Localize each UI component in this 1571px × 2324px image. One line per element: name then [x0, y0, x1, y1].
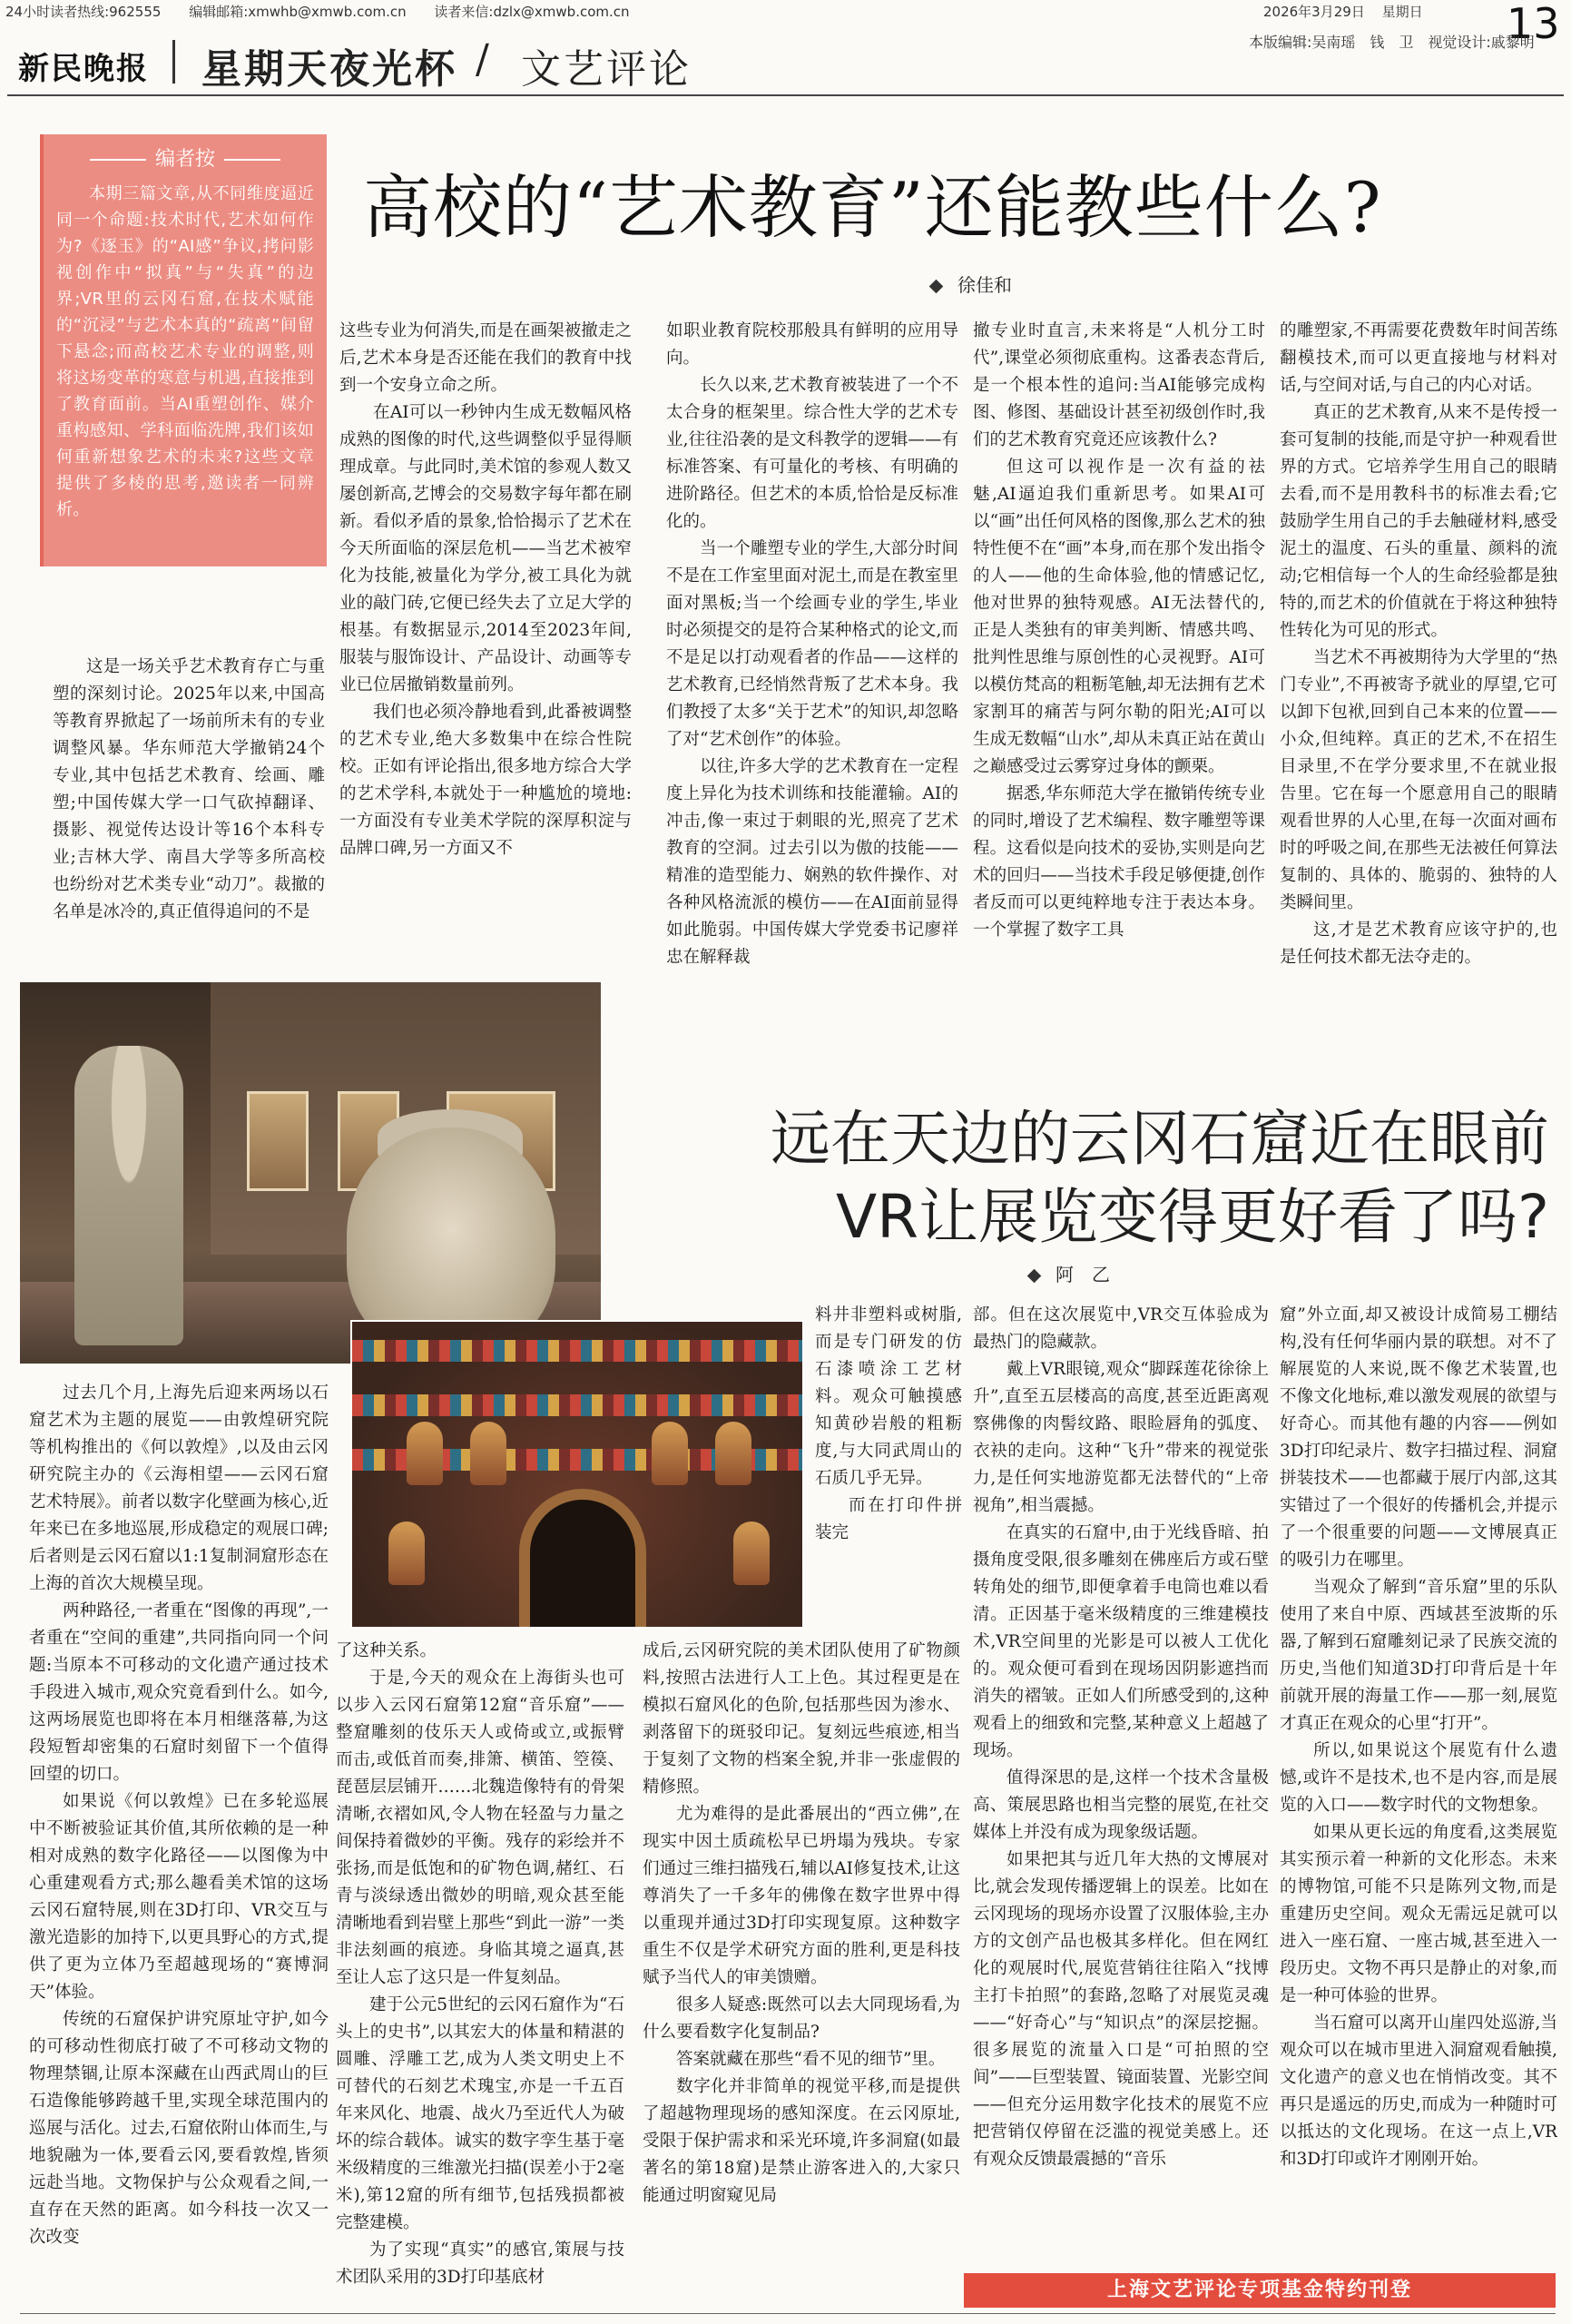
- cave-niche: [530, 1500, 635, 1629]
- paragraph: 为了实现“真实”的感官,策展与技术团队采用的3D打印基底材: [336, 2240, 624, 2287]
- paragraph: 这,才是艺术教育应该守护的,也是任何技术都无法夺走的。: [1280, 921, 1557, 967]
- reader-hotline: 24小时读者热线:962555: [5, 4, 162, 20]
- section-title: 星期天夜光杯: [201, 46, 457, 93]
- paragraph: 如职业教育院校那般具有鲜明的应用导向。: [666, 321, 958, 368]
- paragraph: 当一个雕塑专业的学生,大部分时间不是在工作室里面对泥土,而是在教室里面对黑板;当一个绘画专业的学生,毕业时必须提交的是符合某种格式的论文,而不是足以打动观看者的作品——这样的艺术教育,已经悄然背叛了艺术本身。我们教授了太多“关于艺术”的知识,却忽略了对“艺术创作”的体验。: [666, 539, 958, 749]
- article2-headline-line2: VR让展览变得更好看了吗?: [835, 1182, 1549, 1252]
- article2-column-5: [1280, 1302, 1557, 2266]
- paragraph: 据悉,华东师范大学在撤销传统专业的同时,增设了艺术编程、数字雕塑等课程。这看似是向技术的妥协,实则是向艺术的回归——当技术手段足够便捷,创作者反而可以更纯粹地专注于表达本身。一个掌握了数字工具: [973, 784, 1265, 940]
- paragraph: 当石窟可以离开山崖四处巡游,当观众可以在城市里进入洞窟观看触摸,文化遗产的意义也在悄悄改变。其不再只是遥远的历史,而成为一种随时可以抵达的文化现场。在这一点上,VR和3D打印或许才刚刚开始。: [1280, 2014, 1557, 2169]
- article2-column-2-top: [815, 1302, 962, 1629]
- article2-headline-line1: 远在天边的云冈石窟近在眼前: [771, 1104, 1549, 1174]
- header-rule: [7, 94, 1564, 96]
- page-number: 13: [1507, 0, 1560, 48]
- byline-diamond-icon: [929, 280, 944, 294]
- paragraph: 值得深思的是,这样一个技术含量极高、策展思路也相当完整的展览,在社交媒体上并没有成为现象级话题。: [973, 1768, 1269, 1842]
- article2-column-4: [973, 1302, 1269, 2315]
- paragraph: 戴上VR眼镜,观众“脚踩莲花徐徐上升”,直至五层楼高的高度,甚至近距离观察佛像的肉髻纹路、眼睑唇角的弧度、衣袂的走向。这种“飞升”带来的视觉张力,是任何实地游览都无法替代的“上帝视角”,相当震撼。: [973, 1360, 1269, 1515]
- paragraph: 建于公元5世纪的云冈石窟作为“石头上的史书”,以其宏大的体量和精湛的圆雕、浮雕工艺,成为人类文明史上不可替代的石刻艺术瑰宝,亦是一千五百年来风化、地震、战火乃至近代人为破坏的综合载体。诚实的数字孪生基于毫米级精度的三维激光扫描(误差小于2毫米),第12窟的所有细节,包括残损都被完整建模。: [336, 1995, 624, 2232]
- article2-byline: [1029, 1260, 1110, 1286]
- editor-note-box: [40, 134, 327, 566]
- top-info-strip: [0, 0, 1571, 20]
- article1-column-5: [1280, 318, 1557, 1035]
- article1-column-1: [53, 654, 325, 957]
- article2-headline: [771, 1100, 1549, 1256]
- paragraph: 很多人疑惑:既然可以去大同现场看,为什么要看数字化复制品?: [643, 1995, 960, 2042]
- paragraph: 料井非塑料或树脂,而是专门研发的仿石漆喷涂工艺材料。观众可触摸感知黄砂岩般的粗粝度,与大同武周山的石质几乎无异。: [815, 1305, 962, 1488]
- paragraph: 真正的艺术教育,从来不是传授一套可复制的技能,而是守护一种观看世界的方式。它培养学生用自己的眼睛去看,而不是用教科书的标准去看;它鼓励学生用自己的手去触碰材料,感受泥土的温度、石头的重量、颜料的流动;它相信每一个人的生命经验都是独特的,而艺术的价值就在于将这种独特性转化为可见的形式。: [1280, 403, 1557, 640]
- column-title: 文艺评论: [521, 46, 692, 93]
- article1-headline: 高校的“艺术教育”还能教些什么?: [363, 167, 1382, 248]
- article2-column-2: [336, 1638, 624, 2315]
- reader-email: 读者来信:dzlx@xmwb.com.cn: [434, 4, 630, 20]
- paragraph: 所以,如果说这个展览有什么遗憾,或许不是技术,也不是内容,而是展览的入口——数字时代的文物想象。: [1280, 1741, 1557, 1815]
- editor-credits: 本版编辑:吴南瑶 钱 卫 视觉设计:戚黎明: [1249, 34, 1535, 51]
- section-slash: /: [476, 36, 489, 83]
- paragraph: 答案就藏在那些“看不见的细节”里。: [676, 2050, 946, 2069]
- paragraph: 在真实的石窟中,由于光线昏暗、拍摄角度受限,很多雕刻在佛座后方或石壁转角处的细节,即便拿着手电筒也难以看清。正因基于毫米级精度的三维建模技术,VR空间里的光影是可以被人工优化的。观众便可看到在现场因阴影遮挡而消失的褶皱。正如人们所感受到的,这种观看上的细致和完整,某种意义上超越了现场。: [973, 1523, 1269, 1760]
- paragraph: 过去几个月,上海先后迎来两场以石窟艺术为主题的展览——由敦煌研究院等机构推出的《何以敦煌》,以及由云冈研究院主办的《云海相望——云冈石窟艺术特展》。前者以数字化壁画为核心,近年来已在多地巡展,形成稳定的观展口碑;后者则是云冈石窟以1:1复制洞窟形态在上海的首次大规模呈现。: [29, 1384, 329, 1593]
- paragraph: 当艺术不再被期待为大学里的“热门专业”,不再被寄予就业的厚望,它可以卸下包袱,回到自己本来的位置——小众,但纯粹。真正的艺术,不在招生目录里,不在学分要求里,不在就业报告里。它在每一个愿意用自己的眼睛观看世界的人心里,在每一次面对画布时的呼吸之间,在那些无法被任何算法复制的、具体的、脆弱的、独特的人类瞬间里。: [1280, 648, 1557, 912]
- newspaper-logo: 新民晚报: [18, 51, 149, 87]
- paragraph: 窟”外立面,却又被设计成简易工棚结构,没有任何华丽内景的联想。对不了解展览的人来说,既不像艺术装置,也不像文化地标,难以激发观展的欲望与好奇心。而其他有趣的内容——例如3D打印纪录片、数字扫描过程、洞窟拼装技术——也都藏于展厅内部,这其实错过了一个很好的传播机会,并提示了一个很重要的问题——文博展真正的吸引力在哪里。: [1280, 1305, 1557, 1570]
- masthead-divider: [172, 40, 175, 84]
- paragraph: 在AI可以一秒钟内生成无数幅风格成熟的图像的时代,这些调整似乎显得顺理成章。与此同时,美术馆的参观人数又屡创新高,艺博会的交易数字每年都在刷新。看似矛盾的景象,恰恰揭示了艺术在今天所面临的深层危机——当艺术被窄化为技能,被量化为学分,被工具化为就业的敲门砖,它便已经失去了立足大学的根基。有数据显示,2014至2023年间,服装与服饰设计、产品设计、动画等专业已位居撤销数量前列。: [339, 403, 632, 694]
- paragraph: 于是,今天的观众在上海街头也可以步入云冈石窟第12窟“音乐窟”——整窟雕刻的伎乐天人或倚或立,或振臂而击,或低首而奏,排箫、横笛、箜篌、琵琶层层铺开……北魏造像特有的骨架清晰,衣褶如风,令人物在轻盈与力量之间保持着微妙的平衡。残存的彩绘并不张扬,而是低饱和的矿物色调,赭红、石青与淡绿透出微妙的明暗,观众甚至能清晰地看到岩壁上那些“到此一游”一类非法刻画的痕迹。身临其境之逼真,甚至让人忘了这只是一件复刻品。: [336, 1669, 624, 1987]
- sponsor-banner: 上海文艺评论专项基金特约刊登: [964, 2273, 1556, 2308]
- paragraph: 两种路径,一者重在“图像的再现”,一者重在“空间的重建”,共同指向同一个问题:当原本不可移动的文化遗产通过技术手段进入城市,观众究竟看到什么。如今,这两场展览也即将在本月相继落幕,为这段短暂却密集的石窟时刻留下一个值得回望的切口。: [29, 1601, 329, 1784]
- paragraph: 部。但在这次展览中,VR交互体验成为最热门的隐藏款。: [973, 1305, 1269, 1352]
- article1-column-3: [666, 318, 958, 1008]
- paragraph: 以往,许多大学的艺术教育在一定程度上异化为技术训练和技能灌输。AI的冲击,像一束过于刺眼的光,照亮了艺术教育的空洞。过去引以为傲的技能——精准的造型能力、娴熟的软件操作、对各种风格流派的模仿——在AI面前显得如此脆弱。中国传媒大学党委书记廖祥忠在解释裁: [666, 757, 958, 967]
- paragraph: 成后,云冈研究院的美术团队使用了矿物颜料,按照古法进行人工上色。其过程更是在模拟石窟风化的色阶,包括那些因为渗水、剥落留下的斑驳印记。复刻远些痕迹,相当于复刻了文物的档案全貌,并非一张虚假的精修照。: [643, 1641, 960, 1797]
- article1-byline: [931, 271, 1012, 297]
- cave-interior-photo: [350, 1320, 804, 1629]
- paragraph: 如果把其与近几年大热的文博展对比,就会发现传播逻辑上的误差。比如在云冈现场的现场亦设置了汉服体验,主办方的文创产品也极其多样化。但在网红化的观展时代,展览营销往往陷入“找博主打卡拍照”的套路,忽略了对展览灵魂——“好奇心”与“知识点”的深层挖掘。很多展览的流量入口是“可拍照的空间”——巨型装置、镜面装置、光影空间——但充分运用数字化技术的展览不应把营销仅停留在泛滥的视觉美感上。还有观众反馈最震撼的“音乐: [973, 1850, 1269, 2169]
- paragraph: 而在打印件拼装完: [815, 1496, 962, 1542]
- paragraph: 我们也必须冷静地看到,此番被调整的艺术专业,绝大多数集中在综合性院校。正如有评论指出,很多地方综合大学的艺术学科,本就处于一种尴尬的境地:一方面没有专业美术学院的深厚积淀与品牌口碑,另一方面又不: [339, 703, 632, 858]
- paragraph: 如果从更长远的角度看,这类展览其实预示着一种新的文化形态。未来的博物馆,可能不只是陈列文物,而是重建历史空间。观众无需远足就可以进入一座石窟、一座古城,甚至进入一段历史。文物不再只是静止的对象,而是一种可体验的世界。: [1280, 1823, 1557, 2005]
- masthead: [0, 20, 1571, 98]
- editor-note-text: 本期三篇文章,从不同维度逼近同一个命题:技术时代,艺术如何作为?《逐玉》的“AI感”争议,拷问影视创作中“拟真”与“失真”的边界;VR里的云冈石窟,在技术赋能的“沉浸”与艺术本真的“疏离”间留下悬念;而高校艺术专业的调整,则将这场变革的寒意与机遇,直接推到了教育面前。当AI重塑创作、媒介重构感知、学科面临洗牌,我们该如何重新想象艺术的未来?这些文章提供了多棱的思考,邀读者一同辨析。: [56, 184, 314, 519]
- article2-column-1: [29, 1380, 329, 2315]
- issue-weekday: 星期日: [1381, 4, 1423, 20]
- paragraph: 的雕塑家,不再需要花费数年时间苦练翻模技术,而可以更直接地与材料对话,与空间对话,与自己的内心对话。: [1280, 321, 1557, 395]
- paragraph: 尤为难得的是此番展出的“西立佛”,在现实中因土质疏松早已坍塌为残块。专家们通过三维扫描残石,辅以AI修复技术,让这尊消失了一千多年的佛像在数字世界中得以重现并通过3D打印实现复原。这种数字重生不仅是学术研究方面的胜利,更是科技赋予当代人的审美馈赠。: [643, 1805, 960, 1987]
- paragraph: 如果说《何以敦煌》已在多轮巡展中不断被验证其价值,其所依赖的是一种相对成熟的数字化路径——以图像为中心重建观看方式;那么趣看美术馆的这场云冈石窟特展,则在3D打印、VR交互与激光造影的加持下,以更具野心的方式,提供了更为立体乃至超越现场的“赛博洞天”体验。: [29, 1792, 329, 2002]
- article1-author: 徐佳和: [957, 274, 1012, 296]
- paragraph: 传统的石窟保护讲究原址守护,如今的可移动性彻底打破了不可移动文物的物理禁锢,让原本深藏在山西武周山的巨石造像能够跨越千里,实现全球范围内的巡展与活化。过去,石窟依附山体而生,与地貌融为一体,要看云冈,要看敦煌,皆须远赴当地。文物保护与公众观看之间,一直存在天然的距离。如今科技一次又一次改变: [29, 2010, 329, 2247]
- byline-diamond-icon: [1027, 1269, 1042, 1284]
- paragraph: 但这可以视作是一次有益的祛魅,AI逼迫我们重新思考。如果AI可以“画”出任何风格的图像,那么艺术的独特性便不在“画”本身,而在那个发出指令的人——他的生命体验,他的情感记忆,他对世界的独特观感。AI无法替代的,正是人类独有的审美判断、情感共鸣、批判性思维与原创性的心灵视野。AI可以模仿梵高的粗粝笔触,却无法拥有艺术家割耳的痛苦与阿尔勒的阳光;AI可以生成无数幅“山水”,却从未真正站在黄山之巅感受过云雾穿过身体的颤栗。: [973, 458, 1265, 776]
- article1-column-4: [973, 318, 1265, 1035]
- standing-buddha-statue: [74, 1046, 183, 1345]
- footer-rule: [20, 2313, 1556, 2314]
- article2-author: 阿 乙: [1056, 1264, 1110, 1285]
- paragraph: 当观众了解到“音乐窟”里的乐队使用了来自中原、西域甚至波斯的乐器,了解到石窟雕刻记录了民族交流的历史,当他们知道3D打印背后是十年前就开展的海量工作——那一刻,展览才真正在观众的心里“打开”。: [1280, 1578, 1557, 1733]
- museum-exhibit-photo: [20, 982, 601, 1364]
- paragraph: 数字化并非简单的视觉平移,而是提供了超越物理现场的感知深度。在云冈原址,受限于保护需求和采光环境,许多洞窟(如最著名的第18窟)是禁止游客进入的,大家只能通过明窗窥见局: [643, 2077, 960, 2205]
- editor-note-heading: 编者按: [56, 143, 314, 172]
- paragraph: 长久以来,艺术教育被装进了一个不太合身的框架里。综合性大学的艺术专业,往往沿袭的是文科教学的逻辑——有标准答案、有可量化的考核、有明确的进阶路径。但艺术的本质,恰恰是反标准化的。: [666, 376, 958, 531]
- editor-email: 编辑邮箱:xmwhb@xmwb.com.cn: [189, 4, 407, 20]
- article2-column-3: [643, 1638, 960, 2315]
- paragraph: 这些专业为何消失,而是在画架被撤走之后,艺术本身是否还能在我们的教育中找到一个安身立命之所。: [339, 321, 632, 395]
- issue-date: 2026年3月29日: [1263, 4, 1365, 20]
- paragraph: 了这种关系。: [336, 1641, 437, 1660]
- paragraph: 撤专业时直言,未来将是“人机分工时代”,课堂必须彻底重构。这番表态背后,是一个根本性的追问:当AI能够完成构图、修图、基础设计甚至初级创作时,我们的艺术教育究竟还应该教什么?: [973, 321, 1265, 449]
- article1-column-2: [339, 318, 632, 953]
- paragraph: 这是一场关乎艺术教育存亡与重塑的深刻讨论。2025年以来,中国高等教育界掀起了一场前所未有的专业调整风暴。华东师范大学撤销24个专业,其中包括艺术教育、绘画、雕塑;中国传媒大学一口气砍掉翻译、摄影、视觉传达设计等16个本科专业;吉林大学、南昌大学等多所高校也纷纷对艺术类专业“动刀”。裁撤的名单是冰冷的,真正值得追问的不是: [53, 657, 325, 921]
